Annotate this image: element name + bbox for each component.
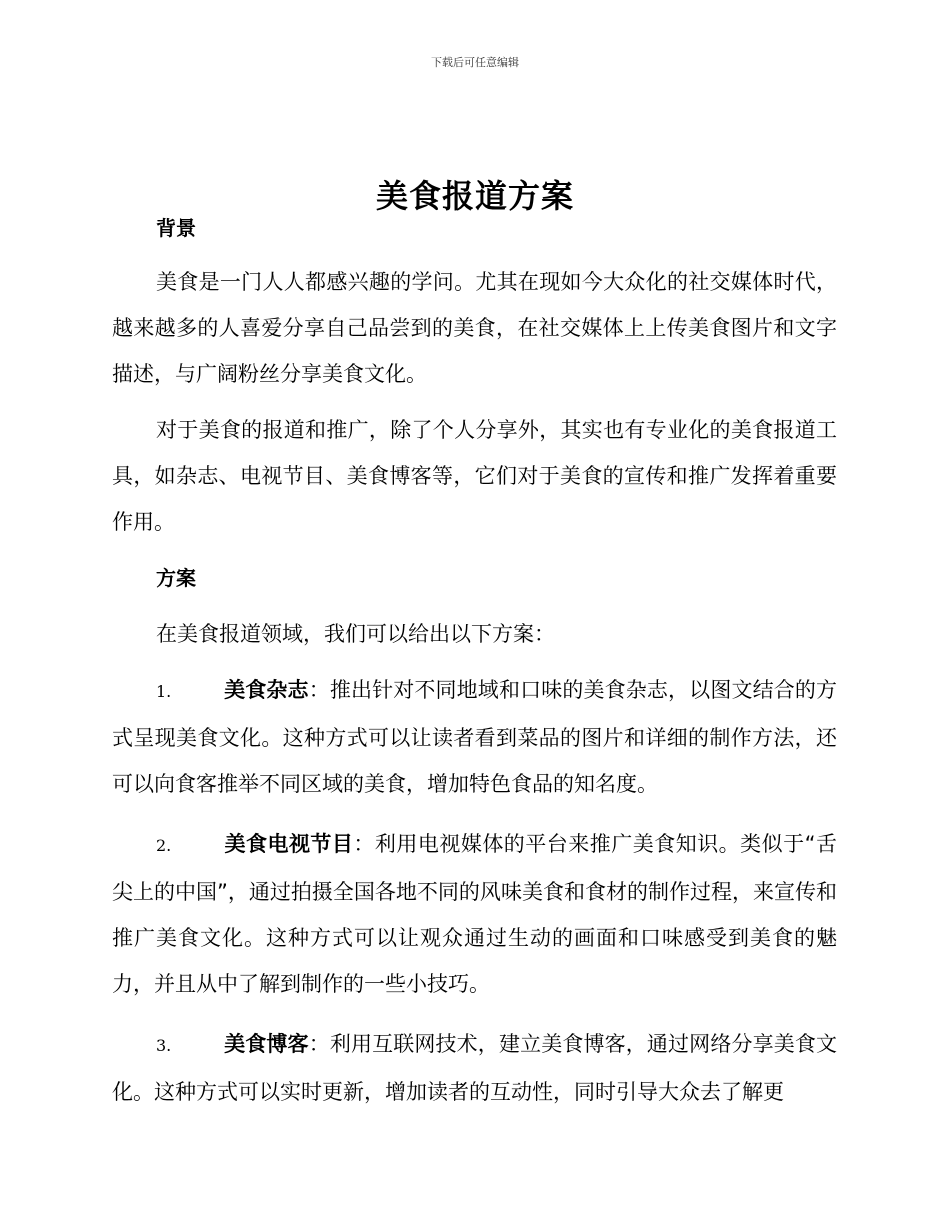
header-note: 下载后可任意编辑: [431, 56, 519, 69]
list-text: ：利用电视媒体的平台来推广美食知识。类似于“舌尖上的中国”，通过拍摄全国各地不同的风味美食和食材的制作过程，来宣传和推广美食文化。这种方式可以让观众通过生动的画面和口味感受到美食的魅力，并且从中了解到制作的一些小技巧。: [112, 832, 837, 996]
list-item: [112, 667, 837, 807]
section-heading-background: 背景: [156, 216, 196, 240]
list-item: [112, 1021, 837, 1115]
list-text: ：推出针对不同地域和口味的美食杂志，以图文结合的方式呈现美食文化。这种方式可以让读者看到菜品的图片和详细的制作方法，还可以向食客推举不同区域的美食，增加特色食品的知名度。: [112, 678, 838, 796]
list-text: ：利用互联网技术，建立美食博客，通过网络分享美食文化。这种方式可以实时更新，增加读者的互动性，同时引导大众去了解更: [112, 1032, 838, 1104]
list-number: 1.: [156, 682, 172, 701]
list-term: 美食电视节目: [224, 832, 354, 856]
paragraph: 对于美食的报道和推广，除了个人分享外，其实也有专业化的美食报道工具，如杂志、电视节目、美食博客等，它们对于美食的宣传和推广发挥着重要作用。: [112, 418, 837, 534]
list-number: 3.: [156, 1036, 172, 1055]
list-term: 美食博客: [224, 1032, 309, 1056]
section-heading-plan: 方案: [156, 566, 196, 590]
plan-intro: 在美食报道领域，我们可以给出以下方案：: [156, 622, 555, 646]
document-body: [112, 205, 837, 1115]
list-item: [112, 821, 837, 1007]
paragraph: 美食是一门人人都感兴趣的学问。尤其在现如今大众化的社交媒体时代，越来越多的人喜爱分享自己品尝到的美食，在社交媒体上上传美食图片和文字描述，与广阔粉丝分享美食文化。: [112, 270, 837, 386]
list-number: 2.: [156, 836, 172, 855]
document-title: 美食报道方案: [375, 177, 574, 216]
list-term: 美食杂志: [224, 678, 309, 702]
